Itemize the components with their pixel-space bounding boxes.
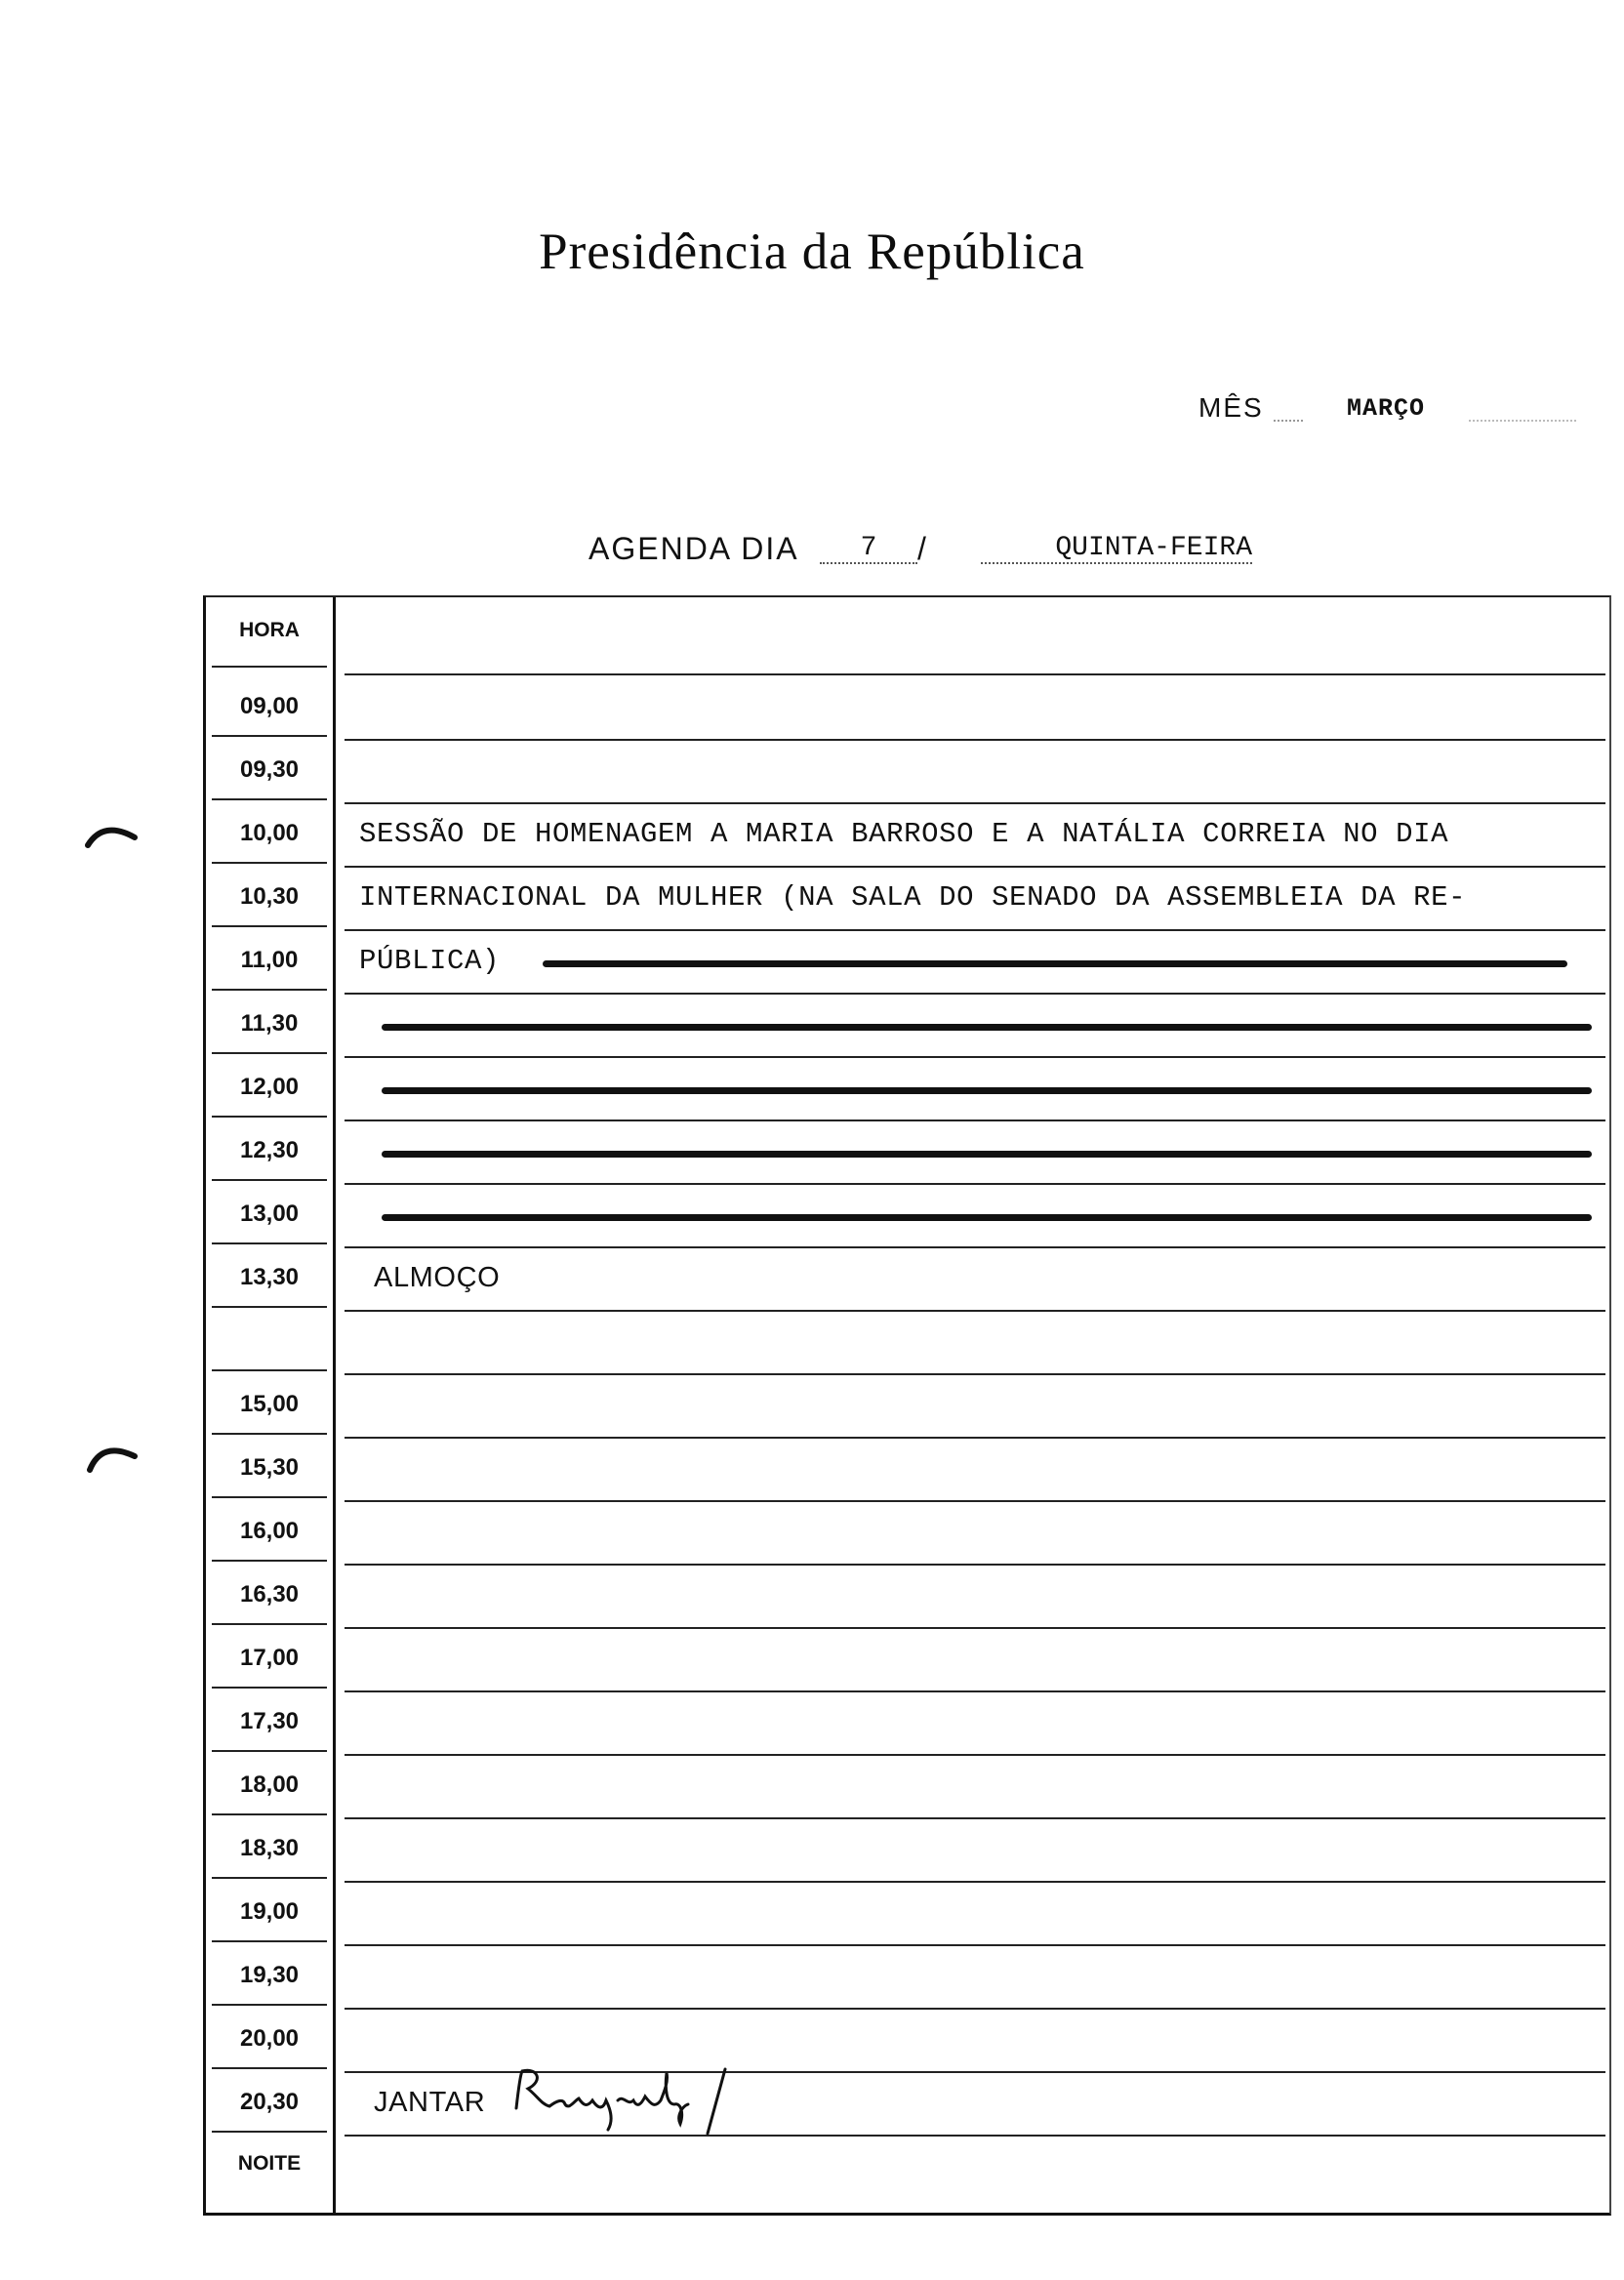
row-divider	[212, 1940, 327, 1942]
row-divider	[345, 1373, 1605, 1375]
row-divider	[345, 1437, 1605, 1439]
row-divider	[345, 1056, 1605, 1058]
row-divider	[212, 666, 327, 668]
row-divider	[345, 739, 1605, 741]
strikethrough-mark	[382, 1087, 1592, 1094]
row-divider	[212, 1242, 327, 1244]
strikethrough-mark	[382, 1024, 1592, 1031]
hour-label: 16,30	[239, 1581, 300, 1608]
row-divider	[345, 1310, 1605, 1312]
row-divider	[345, 993, 1605, 995]
hour-label: 18,30	[239, 1835, 300, 1861]
month-value: MARÇO	[1347, 394, 1426, 423]
hour-label: 13,30	[239, 1264, 300, 1290]
hour-label: 11,00	[240, 947, 299, 973]
row-divider	[212, 1687, 327, 1689]
hour-label: 18,00	[239, 1771, 300, 1798]
row-divider	[212, 1623, 327, 1625]
row-divider	[212, 798, 327, 800]
row-divider	[345, 1817, 1605, 1819]
hour-label: 19,30	[239, 1962, 300, 1988]
hour-label: 20,00	[239, 2025, 300, 2052]
strikethrough-mark	[543, 960, 1567, 967]
month-dotted-line	[1274, 420, 1303, 422]
row-divider	[345, 1500, 1605, 1502]
agenda-label: AGENDA DIA	[589, 531, 799, 566]
row-divider	[345, 866, 1605, 868]
hour-label: 10,30	[239, 883, 300, 910]
row-divider	[345, 1690, 1605, 1692]
hour-column-divider	[333, 597, 336, 2213]
row-divider	[345, 673, 1605, 675]
hour-label: 12,30	[239, 1137, 300, 1163]
hour-label: 09,00	[239, 693, 300, 719]
month-label: MÊS	[1198, 392, 1264, 423]
row-divider	[212, 925, 327, 927]
row-divider	[212, 1750, 327, 1752]
row-divider	[212, 1560, 327, 1562]
hour-label: 15,30	[239, 1454, 300, 1481]
hour-column-header: HORA	[239, 619, 300, 641]
punch-hole-mark	[84, 1437, 139, 1476]
strikethrough-mark	[382, 1214, 1592, 1221]
row-divider	[212, 1306, 327, 1308]
row-divider	[345, 1246, 1605, 1248]
row-divider	[212, 1116, 327, 1118]
row-divider	[345, 1183, 1605, 1185]
hour-label: 12,00	[239, 1074, 300, 1100]
row-divider	[345, 2008, 1605, 2010]
row-divider	[212, 1369, 327, 1371]
row-divider	[212, 1813, 327, 1815]
agenda-day-field: 7	[820, 533, 917, 564]
row-divider	[212, 1496, 327, 1498]
hour-label: 16,00	[239, 1518, 300, 1544]
schedule-entry: PÚBLICA)	[359, 945, 501, 977]
row-divider	[345, 929, 1605, 931]
hour-label: 11,30	[240, 1010, 299, 1037]
hour-label: 19,00	[239, 1898, 300, 1925]
month-dotted-line	[1469, 420, 1576, 422]
hour-label: 09,30	[239, 756, 300, 783]
row-divider	[345, 1881, 1605, 1883]
row-divider	[345, 1120, 1605, 1121]
schedule-table	[203, 595, 1611, 2216]
hour-label: 17,00	[239, 1645, 300, 1671]
hour-label: 15,00	[239, 1391, 300, 1417]
row-divider	[345, 1627, 1605, 1629]
row-divider	[345, 1944, 1605, 1946]
hour-label: 20,30	[239, 2089, 300, 2115]
schedule-entry: INTERNACIONAL DA MULHER (NA SALA DO SENADO DA ASSEMBLEIA DA RE-	[359, 881, 1467, 914]
agenda-weekday-field: QUINTA-FEIRA	[981, 533, 1252, 564]
row-divider	[345, 802, 1605, 804]
hour-label: 13,00	[239, 1201, 300, 1227]
row-divider	[212, 862, 327, 864]
row-divider	[212, 1052, 327, 1054]
page-title: Presidência da República	[539, 224, 1085, 280]
strikethrough-mark	[382, 1151, 1592, 1158]
hour-label: NOITE	[237, 2152, 302, 2175]
row-divider	[212, 1877, 327, 1879]
hour-label: 10,00	[239, 820, 300, 846]
row-divider	[212, 1433, 327, 1435]
schedule-entry: ALMOÇO	[374, 1262, 501, 1293]
agenda-separator: /	[917, 531, 926, 566]
handwritten-note	[508, 2061, 743, 2139]
row-divider	[212, 989, 327, 991]
row-divider	[212, 735, 327, 737]
row-divider	[212, 2004, 327, 2006]
schedule-entry: JANTAR	[374, 2087, 486, 2118]
row-divider	[212, 2131, 327, 2133]
row-divider	[345, 1564, 1605, 1566]
hour-label: 17,30	[239, 1708, 300, 1734]
row-divider	[212, 1179, 327, 1181]
punch-hole-mark	[84, 818, 139, 851]
row-divider	[345, 1754, 1605, 1756]
schedule-entry: SESSÃO DE HOMENAGEM A MARIA BARROSO E A NATÁLIA CORREIA NO DIA	[359, 818, 1449, 850]
row-divider	[212, 2067, 327, 2069]
